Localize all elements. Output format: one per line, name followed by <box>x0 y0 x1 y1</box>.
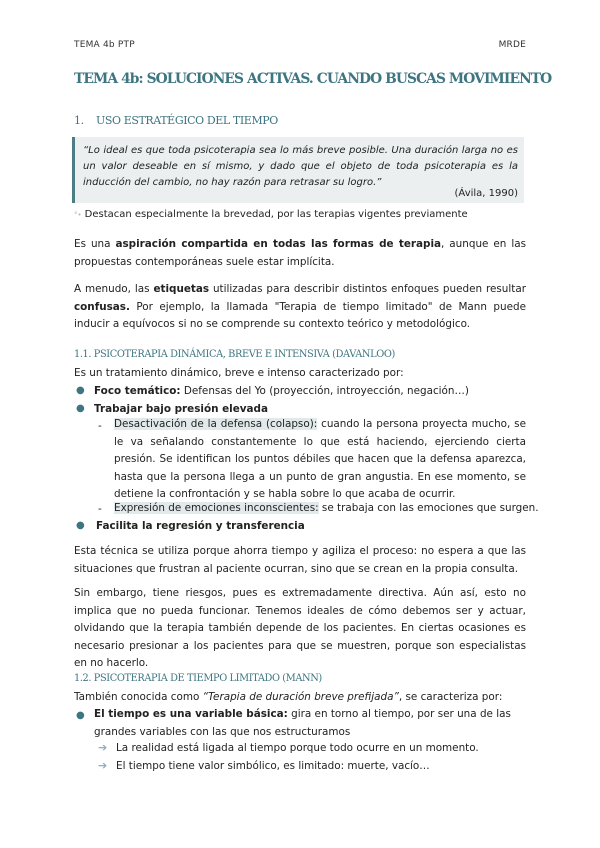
bullet-focus <box>94 385 469 397</box>
bullet-regression <box>96 520 305 532</box>
bullet-pressure <box>94 403 268 415</box>
bold-run: confusas. <box>74 300 130 313</box>
subsection-heading-davanloo: 1.1. PSICOTERAPIA DINÁMICA, BREVE E INTENSIVA (DAVANLOO) <box>74 349 395 360</box>
note-item <box>74 209 468 220</box>
davanloo-intro: Es un tratamiento dinámico, breve e intenso caracterizado por: <box>74 367 404 379</box>
highlight-run: Expresión de emociones inconscientes: <box>114 502 319 514</box>
text-run: , aunque en las propuestas contemporáneas suele estar implícita. <box>74 238 526 268</box>
arrow-right-icon: ➔ <box>98 741 108 754</box>
text-run: gira en torno al tiempo, por ser una de las grandes variables con las que nos estructuramos <box>94 708 511 738</box>
subsection-heading-mann: 1.2. PSICOTERAPIA DE TIEMPO LIMITADO (MANN) <box>74 673 322 684</box>
bullet-icon: ● <box>76 385 85 396</box>
bold-run: Foco temático: <box>94 385 181 397</box>
text-run: Por ejemplo, la llamada "Terapia de tiempo limitado" de Mann puede inducir a equívocos si no se comprende su contexto teórico y metodológico. <box>74 300 526 331</box>
paragraph-aspiration <box>74 236 526 271</box>
dash-icon: - <box>98 420 102 432</box>
arrow-right-icon: ➔ <box>98 759 108 772</box>
bold-run: aspiración compartida en todas las formas de terapia <box>115 238 442 250</box>
paragraph-labels <box>74 281 526 334</box>
bold-run: El tiempo es una variable básica: <box>94 708 288 720</box>
mann-intro <box>74 691 502 703</box>
bullet-time-variable <box>94 706 526 741</box>
header-author: MRDE <box>498 40 526 50</box>
dash-icon: - <box>98 503 102 515</box>
text-run: se trabaja con las emociones que surgen. <box>318 502 539 514</box>
bold-run: Facilita la regresión y transferencia <box>96 520 305 532</box>
bold-run: etiquetas <box>153 283 210 295</box>
small-bullet-icon: °• <box>74 211 82 219</box>
bold-run: Trabajar bajo presión elevada <box>94 403 269 415</box>
arrow-item-symbolic: El tiempo tiene valor simbólico, es limitado: muerte, vacío… <box>116 760 430 772</box>
italic-run: “Terapia de duración breve prefijada” <box>202 691 399 703</box>
note-text: Destacan especialmente la brevedad, por las terapias vigentes previamente <box>84 209 468 220</box>
text-run: A menudo, las <box>74 283 154 295</box>
bullet-icon: ● <box>76 710 85 721</box>
bullet-icon: ● <box>76 403 85 414</box>
quote-box <box>72 137 524 203</box>
section-number: 1. <box>74 114 84 127</box>
section-title: USO ESTRATÉGICO DEL TIEMPO <box>96 114 278 127</box>
quote-source: (Ávila, 1990) <box>454 188 518 199</box>
text-run: Defensas del Yo (proyección, introyección, negación…) <box>180 385 469 397</box>
dash-item-emotions <box>114 502 539 514</box>
section-heading <box>74 114 278 127</box>
header-course: TEMA 4b PTP <box>74 40 135 50</box>
text-run: cuando la persona proyecta mucho, se le va señalando constantemente lo que está haciendo, ejerciendo cierta presión. Se identifican los puntos débiles que hacen que la defensa aparezca, hasta que la persona llega a un punto de gran angustia. En ese momento, se detiene la confrontación y se habla sobre lo que acaba de ocurrir. <box>114 418 526 501</box>
text-run: utilizadas para describir distintos enfoques pueden resultar <box>209 283 526 295</box>
highlight-run: Desactivación de la defensa (colapso): <box>114 418 318 430</box>
dash-item-defense <box>114 416 526 504</box>
text-run: Es una <box>74 238 116 250</box>
text-run: También conocida como <box>74 691 203 703</box>
page-title: TEMA 4b: SOLUCIONES ACTIVAS. CUANDO BUSCAS MOVIMIENTO <box>74 71 552 87</box>
text-run: , se caracteriza por: <box>398 691 503 703</box>
paragraph-technique: Esta técnica se utiliza porque ahorra tiempo y agiliza el proceso: no espera a que las situaciones que frustran al paciente ocurran, sino que se crean en la propia consulta. <box>74 545 526 575</box>
arrow-item-reality: La realidad está ligada al tiempo porque todo ocurre en un momento. <box>116 742 479 754</box>
quote-text: “Lo ideal es que toda psicoterapia sea lo más breve posible. Una duración larga no es un valor deseable en sí mismo, y dado que el objeto de toda psicoterapia es la inducción del cambio, no hay razón para retrasar su logro.” <box>83 145 518 188</box>
paragraph-risks: Sin embargo, tiene riesgos, pues es extremadamente directiva. Aún así, esto no implica que no pueda funcionar. Tenemos ideales de cómo debemos ser y actuar, olvidando que la terapia también depende de los pacientes. En ciertas ocasiones es necesario presionar a los pacientes para que se muestren, porque son especialistas en no hacerlo. <box>74 587 526 670</box>
bullet-icon: ● <box>76 520 85 531</box>
